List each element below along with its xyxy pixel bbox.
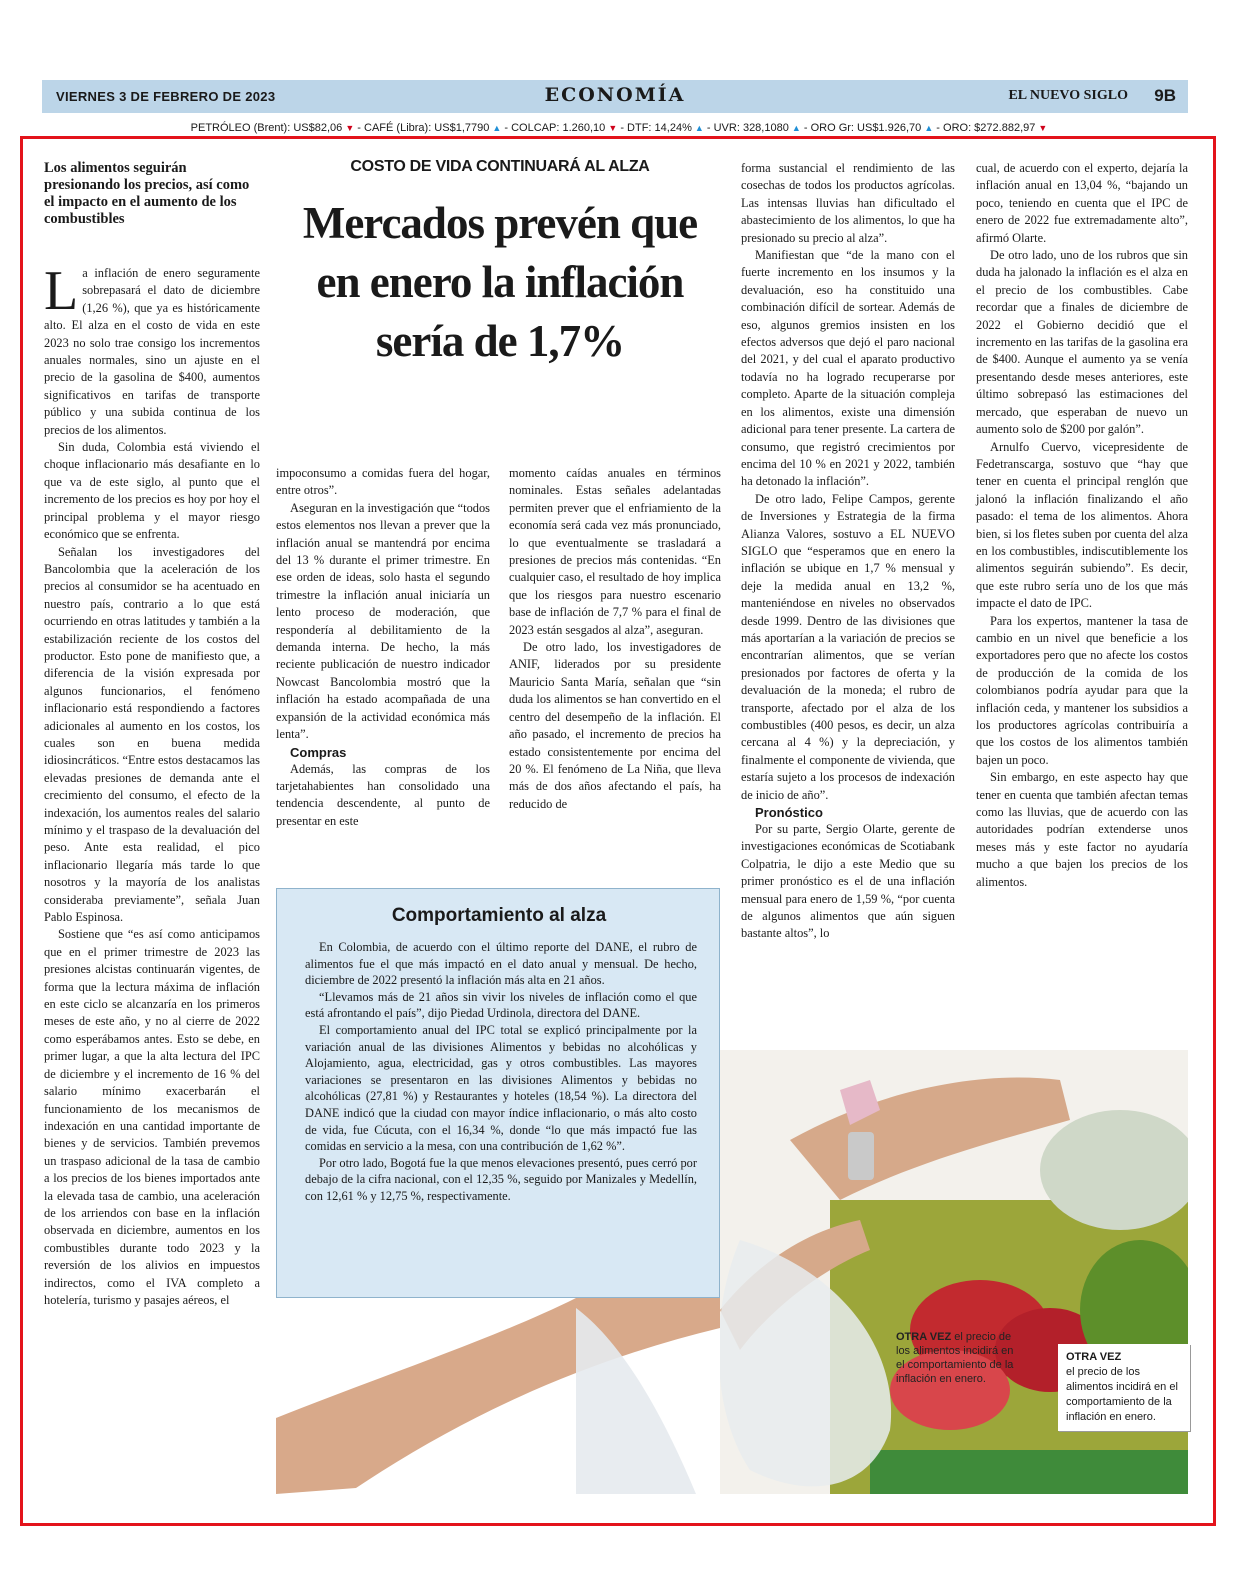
sidebar-paragraph: “Llevamos más de 21 años sin vivir los niveles de inflación como el que está afrontando el país”, dijo Piedad Urdinola, directora del DANE. [305,989,697,1021]
paragraph: Además, las compras de los tarjetahabientes han consolidado una tendencia descendente, al punto de presentar en este [276,761,490,828]
article-pretitle: COSTO DE VIDA CONTINUARÁ AL ALZA [350,158,650,175]
paragraph: Señalan los investigadores del Bancolombia que la aceleración de los precios al consumidor se ha acentuado en nuestro país, contrario a lo que está ocurriendo en otras latitudes y también a la estabilización reciente de los costos del productor. Esto pone de manifiesto que, a diferencia de la visión expresada por algunos funcionarios, el fenómeno inflacionario está respondiendo a factores adicionales al aumento en los costos, los cuales son en buena medida idiosincráticos. “Entre estos destacamos las elevadas presiones de demanda ante el crecimiento del consumo, el efecto de la indexación, los aumentos reales del salario mínimo y el traspaso de la devaluación del peso. Ante esta realidad, el pico inflacionario llegaría más tarde lo que nosotros y la mayoría de los analistas consideraba previamente”, señala Juan Pablo Espinosa. [44,544,260,925]
arrow-up-icon: ▲ [694,123,704,133]
ticker-item: COLCAP: 1.260,10 ▼ [511,122,618,134]
sidebar-text [305,939,697,1205]
paragraph: De otro lado, uno de los rubros que sin duda ha jalonado la inflación es el alza en el precio de los combustibles. Cabe recordar que a finales de diciembre de 2022 el Gobierno decidió que el incremento en las tarifas de la gasolina era de $400. Aunque el aumento ya se venía presentando desde meses anteriores, este último sobrepasó las estimaciones del mercado, que esperaban de nuevo un aumento solo de $200 por galón”. [976,248,1188,437]
page-header-bar [42,80,1188,113]
ticker-item: ORO Gr: US$1.926,70 ▲ [810,122,934,134]
paragraph: Manifiestan que “de la mano con el fuerte incremento en los insumos y la devaluación, eso ha constituido una combinación difícil de sortear. Además de eso, algunos gremios insisten en los efectos adversos que dejó el paro nacional del 2021, y del cual el aparato productivo todavía no ha logrado recuperarse por completo. Aparte de la situación compleja en los alimentos, existe una dimensión adicional para tener presente. La cartera de consumo, que registró crecimientos por encima del 10 % en 2021 y 2022, también ha detonado la inflación”. [741,248,955,489]
arrow-down-icon: ▼ [608,123,618,133]
paragraph: De otro lado, los investigadores de ANIF, liderados por su presidente Mauricio Santa María, señalan que “sin duda los alimentos se han convertido en el centro del desempeño de la inflación. El año pasado, el incremento de precios ha estado consistentemente por encima del 20 %. El fenómeno de La Niña, que lleva más de dos años afectando el país, ha reducido de [509,640,721,811]
subhead-compras: Compras [290,744,347,760]
section-title: ECONOMÍA [544,84,686,106]
subhead-pronostico: Pronóstico [755,805,823,821]
photo-caption-inline: OTRA VEZ el precio de los alimentos incidirá en el comportamiento de la inflación en enero. [896,1331,1014,1385]
sidebar-title: Comportamiento al alza [391,905,607,926]
ticker-item: ORO: $272.882,97 ▼ [943,122,1048,134]
caption-bold: OTRA VEZ [1066,1351,1122,1363]
article-column-1 [44,260,260,1309]
paragraph: De otro lado, Felipe Campos, gerente de Inversiones y Estrategia de la firma Alianza Valores, sostuvo a EL NUEVO SIGLO que “esperamos que en enero la inflación se ubique en 1,7 % mensual y deje la medida anual en 13,2 %, manteniéndose en niveles no observados desde 1999. Dentro de las divisiones que más aportarían a la variación de precios se encontrarían alimentos, que se verían presionados por factores de oferta y la devaluación de la moneda; el rubro de transporte, afectado por el alza de los combustibles (400 pesos, es decir, un alza cercana al 4 %) y la depreciación, y finalmente el componente de vivienda, que estaría sujeto a los procesos de indexación de inicio de año”. [741,491,955,802]
article-column-4 [741,160,955,943]
photo-caption-box [1058,1344,1190,1431]
issue-date: VIERNES 3 DE FEBRERO DE 2023 [56,89,276,104]
paragraph: impoconsumo a comidas fuera del hogar, entre otros”. [276,466,490,498]
paragraph: Sostiene que “es así como anticipamos que en el primer trimestre de 2023 las presiones alcistas continuarán vigentes, de forma que la lectura máxima de inflación en este ciclo se alcanzaría en los primeros meses de este año, y no al cierre de 2022 como esperábamos antes. Esto se debe, en primer lugar, a que la alta lectura del IPC de diciembre y el incremento de 16 % del salario mínimo exacerbarán el funcionamiento de los mecanismos de indexación en una cantidad importante de bienes y de servicios. También prevemos un traspaso adicional de la tasa de cambio a los precios de los bienes importados ante la elevada tasa de cambio, una aceleración de los arriendos con base en la inflación observada en diciembre, aumentos en los combustibles durante todo 2023 y la reversión de los alivios en impuestos indirectos, como el IVA completo a hotelería, turismo y pasajes aéreos, el [44,927,260,1307]
article-column-5 [976,160,1188,891]
paragraph: Por su parte, Sergio Olarte, gerente de investigaciones económicas de Scotiabank Colpatria, le dijo a este Medio que su primer pronóstico es el de una inflación mensual para enero de 1,59 %, “por cuenta de algunos alimentos que aún siguen bastante altos”, lo [741,822,955,941]
paragraph: Aseguran en la investigación que “todos estos elementos nos llevan a prever que la inflación anual se mantendrá por encima del 13 % durante el primer trimestre. En ese orden de ideas, solo hasta el segundo trimestre la inflación anual iniciaría un lento proceso de moderación, que respondería al debilitamiento de la demanda interna. De hecho, la más reciente publicación de nuestro indicador Nowcast Bancolombia mostró que la inflación ha estado acompañada de una expansión de la actividad económica más lenta”. [276,500,490,742]
caption-text: el precio de los alimentos incidirá en el comportamiento de la inflación en enero. [1066,1366,1178,1423]
arrow-up-icon: ▲ [924,123,934,133]
arrow-down-icon: ▼ [345,123,355,133]
article-kicker: Los alimentos seguirán presionando los precios, así como el impacto en el aumento de los combustibles [44,160,250,227]
photo-left-extension [276,1298,720,1494]
paragraph: Para los expertos, mantener la tasa de cambio en un nivel que beneficie a los exportadores pero que no afecte los costos de producción de la comida de los colombianos podría ayudar para que la inflación ceda, y mantener los subsidios a los productores agrícolas contribuiría a que los costos de los alimentos también bajen un poco. [976,613,1188,767]
paragraph: Sin embargo, en este aspecto hay que tener en cuenta que también afectan temas como las lluvias, que de acuerdo con las autoridades podrían extenderse unos meses más y este factor no ayudaría mucho a que bajen los precios de los alimentos. [976,770,1188,889]
article-column-3 [509,465,721,813]
ticker-item: CAFÉ (Libra): US$1,7790 ▲ [364,122,502,134]
sidebar-paragraph: En Colombia, de acuerdo con el último reporte del DANE, el rubro de alimentos fue el que más impactó en el dato anual y mensual. De hecho, diciembre de 2022 presentó la inflación más alta en 21 años. [305,940,697,988]
arrow-down-icon: ▼ [1038,123,1048,133]
ticker-item: DTF: 14,24% ▲ [627,122,704,134]
sidebar-box [276,888,720,1298]
ticker-item: UVR: 328,1080 ▲ [713,122,801,134]
sidebar-paragraph: El comportamiento anual del IPC total se explicó principalmente por la variación anual de las divisiones Alimentos y bebidas no alcohólicas y Alojamiento, agua, electricidad, gas y otros combustibles. Las mayores variaciones se presentaron en las divisiones Alimentos y bebidas no alcohólicas (27,81 %) y Restaurantes y hoteles (18,54 %). La directora del DANE indicó que la ciudad con mayor índice inflacionario, o más alto costo de vida, fue Cúcuta, con el 16,34 %, donde “lo que más impactó fue las comidas en servicio a la mesa, con una contribución de 1,62 %”. [305,1022,697,1154]
paragraph: forma sustancial el rendimiento de las cosechas de todos los productos agrícolas. Las intensas lluvias han dificultado el abastecimiento de los alimentos, lo que ha presionado su precio al alza”. [741,161,955,245]
article-headline: Mercados prevén que en enero la inflación sería de 1,7% [302,198,698,366]
page-number: 9B [1154,86,1176,105]
paragraph: momento caídas anuales en términos nominales. Estas señales adelantadas permiten prever que el enfriamiento de la economía será cada vez más pronunciado, lo que eventualmente se trasladará a presiones de precios más contenidas. “En cualquier caso, el resultado de hoy implica que los riesgos para nuestro escenario base de inflación de 7,7 % para el final de 2023 están sesgados al alza”, aseguran. [509,466,721,637]
arrow-up-icon: ▲ [791,123,801,133]
sidebar-paragraph: Por otro lado, Bogotá fue la que menos elevaciones presentó, pues cerró por debajo de la cifra nacional, con el 12,35 %, seguido por Manizales y Medellín, con 12,61 % y 12,75 %, respectivamente. [305,1155,697,1203]
hand-illustration [276,1298,720,1494]
newspaper-name: EL NUEVO SIGLO [1008,88,1128,103]
ticker-item: PETRÓLEO (Brent): US$82,06 ▼ [190,122,355,134]
arrow-up-icon: ▲ [492,123,502,133]
market-ticker: PETRÓLEO (Brent): US$82,06 ▼ - CAFÉ (Libra): US$1,7790 ▲ - COLCAP: 1.260,10 ▼ - DTF: 14,24% ▲ - UVR: 328,1080 ▲ - ORO Gr: US$1.926,70 ▲ - ORO: $272.882,97 ▼ [190,122,1048,134]
drop-cap: L [44,260,79,322]
paragraph: cual, de acuerdo con el experto, dejaría la inflación anual en 13,04 %, “bajando un poco, teniendo en cuenta que el IPC de enero de 2022 fue extremadamente alto”, afirmó Olarte. [976,161,1188,245]
article-column-2 [276,465,490,830]
lead-paragraph: La inflación de enero seguramente sobrepasará el dato de diciembre (1,26 %), que ya es históricamente alto. El alza en el costo de vida en este 2023 no solo trae consigo los incrementos anuales normales, sino un ajuste en el precio de la gasolina de $400, aumentos significativos en tarifas de transporte público y una subida continua de los precios de los alimentos. [44,260,260,437]
paragraph: Arnulfo Cuervo, vicepresidente de Fedetranscarga, sostuvo que “hay que tener en cuenta el principal renglón que jalonó la inflación finalizando el año pasado: el tema de los alimentos. Ahora bien, si los fletes suben por cuenta del alza en los combustibles, indiscutiblemente los alimentos seguirán subiendo”. Es decir, que este rubro sería uno de los que más impacte el dato de IPC. [976,439,1188,611]
paragraph: Sin duda, Colombia está viviendo el choque inflacionario más desafiante en lo que va de este siglo, al punto que el incremento de los precios es hoy por hoy el principal problema y el mayor riesgo económico que se enfrenta. [44,440,260,542]
